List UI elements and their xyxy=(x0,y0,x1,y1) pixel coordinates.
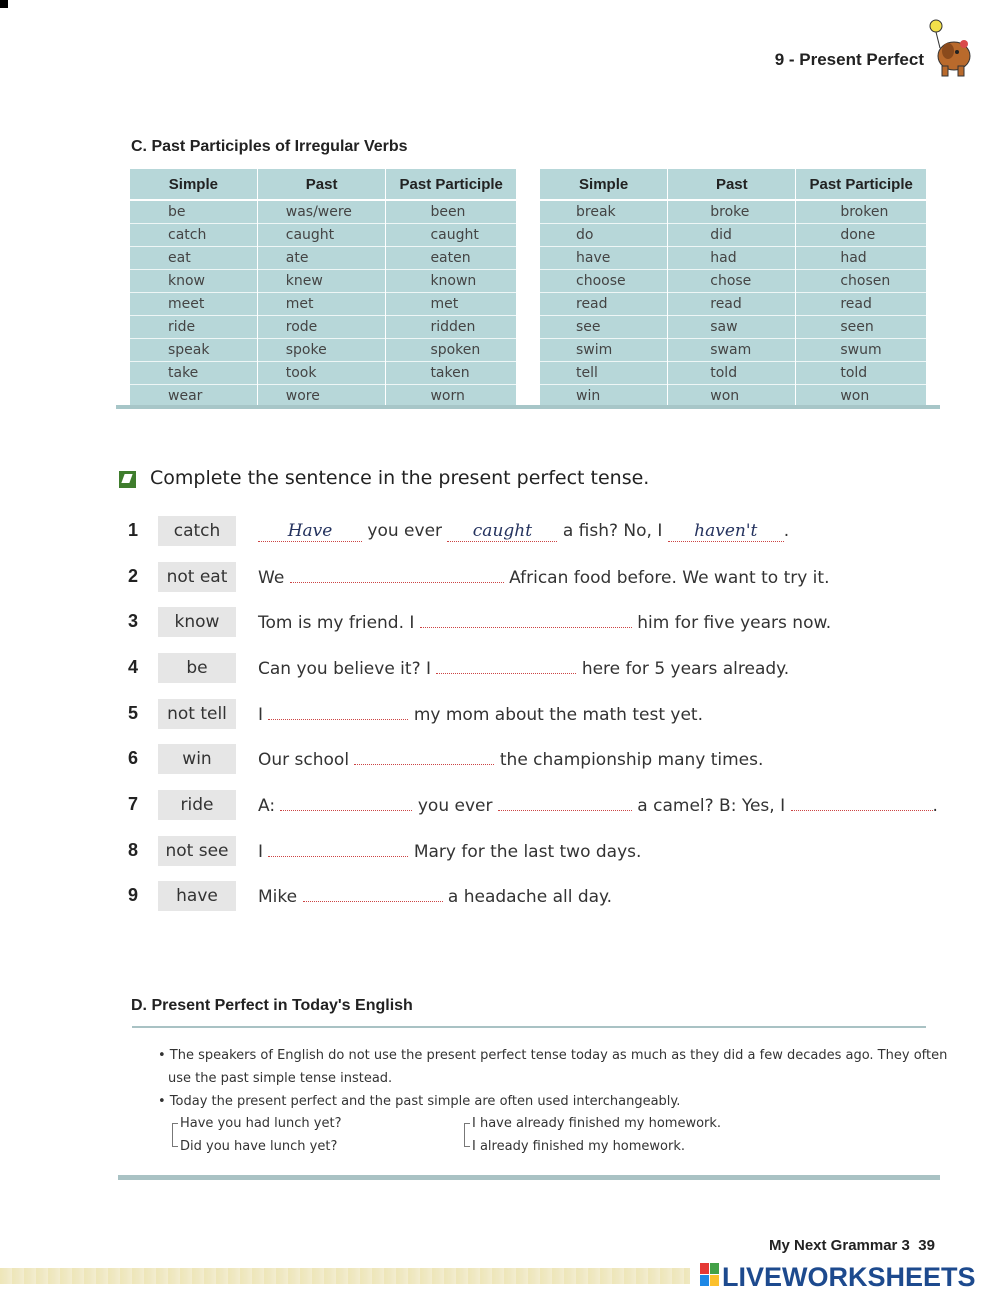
cell: won xyxy=(796,385,926,408)
table-row xyxy=(540,339,926,362)
cell: swum xyxy=(796,339,926,362)
sentence-text: Mike xyxy=(258,887,298,907)
question-sentence xyxy=(258,562,829,593)
cell: swim xyxy=(540,339,668,362)
cell: be xyxy=(130,200,257,224)
cell: eaten xyxy=(386,247,516,270)
exercise-title: Complete the sentence in the present perfect tense. xyxy=(150,467,650,489)
cell: read xyxy=(796,293,926,316)
question-number: 2 xyxy=(128,566,139,586)
cell: have xyxy=(540,247,668,270)
cell: spoken xyxy=(386,339,516,362)
cell: rode xyxy=(257,316,386,339)
question-number: 6 xyxy=(128,748,139,768)
cell: told xyxy=(796,362,926,385)
cell: spoke xyxy=(257,339,386,362)
table-row xyxy=(130,270,516,293)
cell: met xyxy=(386,293,516,316)
cell: was/were xyxy=(257,200,386,224)
answer-blank[interactable] xyxy=(290,562,504,583)
bullet-text: • Today the present perfect and the past simple are often used interchangeably. xyxy=(158,1094,681,1109)
question-number: 7 xyxy=(128,794,139,814)
table-base-rule xyxy=(116,405,940,409)
liveworksheets-logo-icon xyxy=(700,1263,720,1287)
cell: win xyxy=(540,385,668,408)
sentence-text: him for five years now. xyxy=(637,613,832,633)
cell: broke xyxy=(668,200,796,224)
example-sentence: I already finished my homework. xyxy=(472,1139,686,1154)
table-row xyxy=(540,316,926,339)
question-number: 8 xyxy=(128,840,139,860)
answer-blank[interactable] xyxy=(268,836,408,857)
section-c-title: C. Past Participles of Irregular Verbs xyxy=(131,138,408,155)
cell: knew xyxy=(257,270,386,293)
table-row xyxy=(130,200,516,224)
mascot-icon xyxy=(926,18,978,80)
question-sentence xyxy=(258,790,938,821)
sentence-text: A: xyxy=(258,796,276,816)
sentence-text: Can you believe it? I xyxy=(258,659,432,679)
cell: ate xyxy=(257,247,386,270)
column-header: Past Participle xyxy=(386,169,516,200)
question-sentence xyxy=(258,744,763,775)
cell: caught xyxy=(257,224,386,247)
example-sentence: I have already finished my homework. xyxy=(472,1116,722,1131)
column-header: Past xyxy=(668,169,796,200)
sentence-text: the championship many times. xyxy=(499,750,764,770)
question-number: 9 xyxy=(128,885,139,905)
example-sentence: Have you had lunch yet? xyxy=(180,1116,342,1131)
liveworksheets-logo[interactable]: LIVEWORKSHEETS xyxy=(722,1262,976,1292)
cell: wear xyxy=(130,385,257,408)
cell: meet xyxy=(130,293,257,316)
table-row xyxy=(130,316,516,339)
book-title: My Next Grammar 3 xyxy=(769,1237,910,1254)
cell: took xyxy=(257,362,386,385)
verb-hint: be xyxy=(158,653,236,683)
table-row xyxy=(130,362,516,385)
sentence-text: Mary for the last two days. xyxy=(413,842,642,862)
corner-mark xyxy=(0,0,8,8)
table-row xyxy=(130,339,516,362)
answer-blank[interactable]: Have xyxy=(258,521,362,542)
answer-blank[interactable] xyxy=(268,699,408,720)
example-sentence: Did you have lunch yet? xyxy=(180,1139,338,1154)
cell: seen xyxy=(796,316,926,339)
cell: speak xyxy=(130,339,257,362)
cell: won xyxy=(668,385,796,408)
question-sentence xyxy=(258,607,831,638)
cell: did xyxy=(668,224,796,247)
question-number: 3 xyxy=(128,611,139,631)
question-sentence xyxy=(258,836,641,867)
table-row xyxy=(130,385,516,408)
footer-strip xyxy=(0,1268,690,1284)
answer-blank[interactable] xyxy=(280,790,412,811)
cell: wore xyxy=(257,385,386,408)
answer-blank[interactable] xyxy=(436,653,576,674)
sentence-text: We xyxy=(258,568,285,588)
table-row xyxy=(540,200,926,224)
sentence-text: I xyxy=(258,842,264,862)
question-number: 4 xyxy=(128,657,139,677)
cell: eat xyxy=(130,247,257,270)
cell: ridden xyxy=(386,316,516,339)
bracket xyxy=(172,1123,178,1147)
cell: choose xyxy=(540,270,668,293)
bullet-text: • The speakers of English do not use the present perfect tense today as much as they did a few decades ago. They often xyxy=(158,1048,948,1063)
verb-hint: not tell xyxy=(158,699,236,729)
cell: tell xyxy=(540,362,668,385)
cell: done xyxy=(796,224,926,247)
bracket xyxy=(464,1123,470,1147)
verb-table-right xyxy=(540,169,926,407)
answer-blank[interactable] xyxy=(303,881,443,902)
sentence-text: you ever xyxy=(417,796,493,816)
cell: caught xyxy=(386,224,516,247)
answer-blank[interactable]: haven't xyxy=(668,521,784,542)
verb-hint: have xyxy=(158,881,236,911)
cell: been xyxy=(386,200,516,224)
sentence-text: African food before. We want to try it. xyxy=(509,568,830,588)
answer-blank[interactable]: caught xyxy=(447,521,557,542)
answer-blank[interactable] xyxy=(420,607,632,628)
sentence-text: a headache all day. xyxy=(447,887,613,907)
chapter-title: 9 - Present Perfect xyxy=(774,50,924,69)
sentence-text: . xyxy=(783,521,790,541)
cell: take xyxy=(130,362,257,385)
pencil-icon xyxy=(119,471,136,488)
sentence-text: Our school xyxy=(258,750,350,770)
cell: worn xyxy=(386,385,516,408)
table-row xyxy=(130,247,516,270)
verb-table-left xyxy=(130,169,516,407)
bottom-rule xyxy=(118,1175,940,1180)
cell: had xyxy=(796,247,926,270)
cell: taken xyxy=(386,362,516,385)
sentence-text: a fish? No, I xyxy=(562,521,663,541)
sentence-text: Tom is my friend. I xyxy=(258,613,415,633)
page-number: 39 xyxy=(918,1237,935,1254)
cell: told xyxy=(668,362,796,385)
verb-hint: not eat xyxy=(158,562,236,592)
answer-blank[interactable] xyxy=(354,744,494,765)
sentence-text: here for 5 years already. xyxy=(581,659,790,679)
cell: chosen xyxy=(796,270,926,293)
cell: ride xyxy=(130,316,257,339)
question-sentence xyxy=(258,881,612,912)
table-row xyxy=(130,293,516,316)
verb-hint: ride xyxy=(158,790,236,820)
table-row xyxy=(540,270,926,293)
cell: read xyxy=(668,293,796,316)
cell: do xyxy=(540,224,668,247)
cell: know xyxy=(130,270,257,293)
answer-blank[interactable] xyxy=(791,790,933,811)
sentence-text: my mom about the math test yet. xyxy=(413,705,703,725)
section-d-rule xyxy=(132,1026,926,1028)
column-header: Simple xyxy=(130,169,257,200)
sentence-text: a camel? B: Yes, I xyxy=(637,796,786,816)
table-row xyxy=(540,247,926,270)
question-sentence xyxy=(258,516,789,546)
sentence-text: . xyxy=(932,796,938,816)
question-number: 5 xyxy=(128,703,139,723)
column-header: Simple xyxy=(540,169,668,200)
question-sentence xyxy=(258,653,789,684)
cell: chose xyxy=(668,270,796,293)
cell: swam xyxy=(668,339,796,362)
sentence-text: you ever xyxy=(367,521,443,541)
column-header: Past xyxy=(257,169,386,200)
table-row xyxy=(540,362,926,385)
verb-hint: not see xyxy=(158,836,236,866)
column-header: Past Participle xyxy=(796,169,926,200)
cell: broken xyxy=(796,200,926,224)
cell: see xyxy=(540,316,668,339)
table-row xyxy=(130,224,516,247)
table-row xyxy=(540,224,926,247)
verb-hint: know xyxy=(158,607,236,637)
cell: break xyxy=(540,200,668,224)
book-footer xyxy=(769,1237,935,1254)
question-sentence xyxy=(258,699,703,730)
cell: read xyxy=(540,293,668,316)
question-number: 1 xyxy=(128,520,139,540)
table-row xyxy=(540,293,926,316)
sentence-text: I xyxy=(258,705,264,725)
answer-blank[interactable] xyxy=(498,790,632,811)
cell: saw xyxy=(668,316,796,339)
section-d-title: D. Present Perfect in Today's English xyxy=(131,997,413,1014)
cell: had xyxy=(668,247,796,270)
cell: met xyxy=(257,293,386,316)
verb-hint: win xyxy=(158,744,236,774)
bullet-text: use the past simple tense instead. xyxy=(168,1071,393,1086)
cell: known xyxy=(386,270,516,293)
cell: catch xyxy=(130,224,257,247)
verb-hint: catch xyxy=(158,516,236,546)
table-row xyxy=(540,385,926,408)
